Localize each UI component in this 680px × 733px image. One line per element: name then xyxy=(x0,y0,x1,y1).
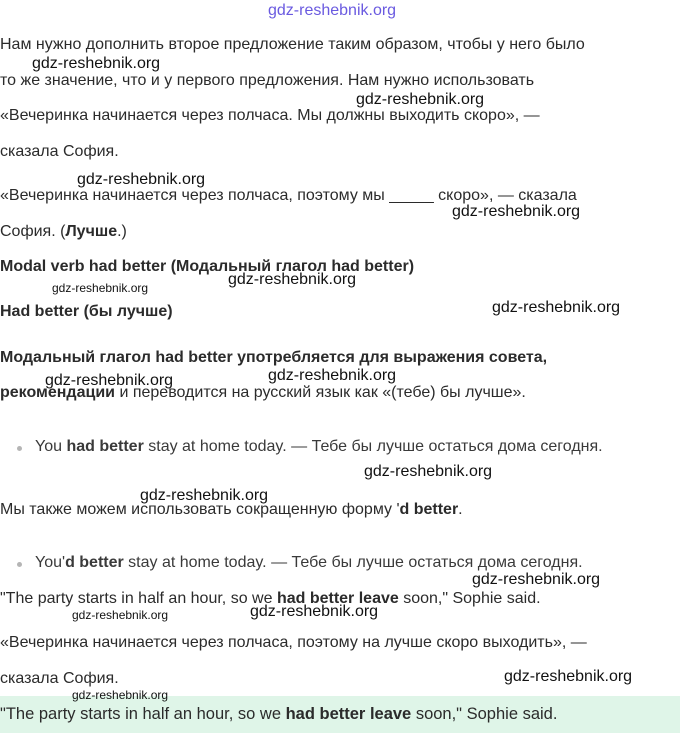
watermark: gdz-reshebnik.org xyxy=(492,299,621,316)
text-line: Нам нужно дополнить второе предложение таким образом, чтобы у него было xyxy=(0,36,585,53)
subheading: Had better (бы лучше) xyxy=(0,303,173,320)
text-fragment: и переводится на русский язык как «(тебе) бы лучше». xyxy=(115,384,526,401)
rule-line: Модальный глагол had better употребляется для выражения совета, xyxy=(0,349,548,366)
text-fragment: stay at home today. — Тебе бы лучше остаться дома сегодня. xyxy=(143,438,603,455)
text-fragment: soon," Sophie said. xyxy=(411,705,558,723)
translation-line: «Вечеринка начинается через полчаса, поэтому на лучше скоро выходить», — xyxy=(0,634,587,651)
text-fragment: рекомендации xyxy=(0,384,115,401)
list-item xyxy=(35,554,583,572)
text-fragment: .) xyxy=(117,223,127,240)
text-line: «Вечеринка начинается через полчаса. Мы должны выходить скоро», — xyxy=(0,107,540,124)
text-fragment: "The party starts in half an hour, so we xyxy=(0,705,286,723)
watermark: gdz-reshebnik.org xyxy=(72,688,169,702)
watermark: gdz-reshebnik.org xyxy=(268,2,397,19)
watermark: gdz-reshebnik.org xyxy=(45,372,174,389)
text-fragment: You xyxy=(35,438,67,455)
text-fragment: had better leave xyxy=(285,705,412,723)
text-fragment: You' xyxy=(35,554,66,571)
text-line xyxy=(0,223,127,241)
text-fragment: d better xyxy=(65,554,124,571)
answer-sentence xyxy=(0,705,557,724)
text-line: сказала София. xyxy=(0,143,119,160)
watermark: gdz-reshebnik.org xyxy=(140,487,269,504)
translation-line: сказала София. xyxy=(0,670,119,687)
text-fragment: София. ( xyxy=(0,223,66,240)
bullet-icon xyxy=(17,562,22,567)
watermark: gdz-reshebnik.org xyxy=(32,55,161,72)
watermark: gdz-reshebnik.org xyxy=(472,571,601,588)
text-fragment: "The party starts in half an hour, so we xyxy=(0,590,277,607)
bullet-icon xyxy=(17,446,22,451)
watermark: gdz-reshebnik.org xyxy=(77,171,206,188)
list-item xyxy=(35,438,603,456)
hint-word: Лучше xyxy=(65,223,118,240)
watermark: gdz-reshebnik.org xyxy=(228,271,357,288)
text-fragment: soon," Sophie said. xyxy=(398,590,541,607)
watermark: gdz-reshebnik.org xyxy=(364,463,493,480)
text-fragment: had better leave xyxy=(276,590,399,607)
text-fragment: Мы также можем использовать сокращенную форму ' xyxy=(0,501,400,518)
watermark: gdz-reshebnik.org xyxy=(72,608,169,622)
text-line: то же значение, что и у первого предложения. Нам нужно использовать xyxy=(0,72,535,89)
watermark: gdz-reshebnik.org xyxy=(452,203,581,220)
text-fragment: had better xyxy=(66,438,144,455)
watermark: gdz-reshebnik.org xyxy=(356,91,485,108)
watermark: gdz-reshebnik.org xyxy=(504,668,633,685)
watermark: gdz-reshebnik.org xyxy=(52,281,149,295)
section-heading: Modal verb had better (Модальный глагол had better) xyxy=(0,258,415,275)
text-fragment: . xyxy=(458,501,463,518)
text-fragment: d better xyxy=(399,501,459,518)
text-line: «Вечеринка начинается через полчаса, поэтому мы _____ скоро», — сказала xyxy=(0,187,577,204)
text-fragment: stay at home today. — Тебе бы лучше остаться дома сегодня. xyxy=(123,554,583,571)
watermark: gdz-reshebnik.org xyxy=(268,367,397,384)
watermark: gdz-reshebnik.org xyxy=(250,603,379,620)
